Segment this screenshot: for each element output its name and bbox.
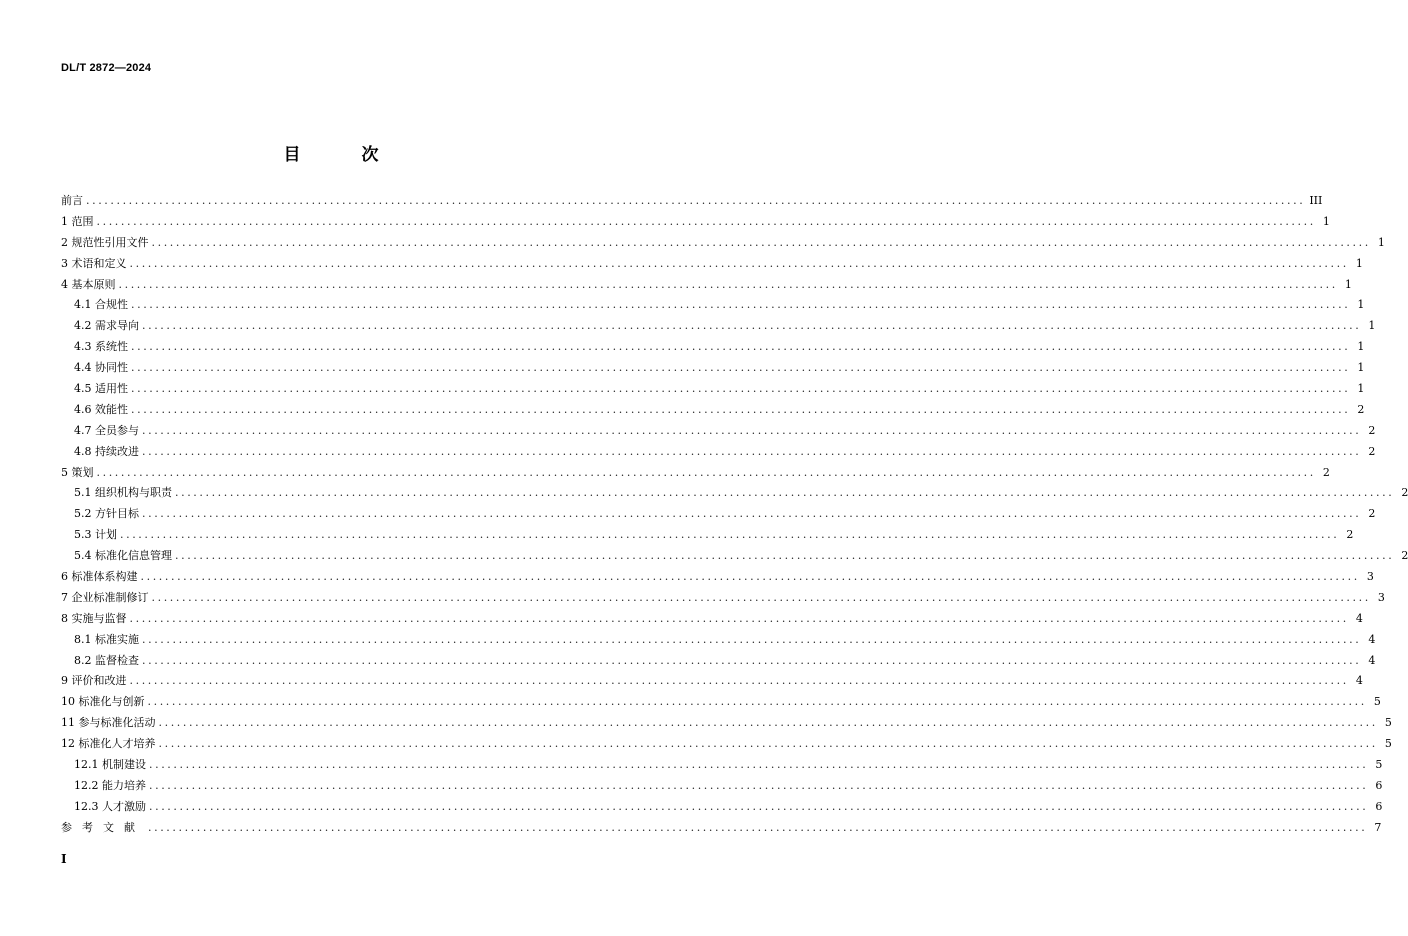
toc-leader-dots: ........................................................................................................................................................................................................ <box>149 778 1369 792</box>
toc-entry-label: 12.2 能力培养 <box>74 778 146 792</box>
toc-entry-label: 1 范围 <box>61 214 94 228</box>
document-code: DL/T 2872—2024 <box>61 62 152 74</box>
toc-leader-dots: ........................................................................................................................................................................................................ <box>175 486 1395 500</box>
toc-leader-dots: ........................................................................................................................................................................................................ <box>131 402 1351 416</box>
toc-leader-dots: ........................................................................................................................................................................................................ <box>151 590 1371 604</box>
toc-leader-dots: ........................................................................................................................................................................................................ <box>120 528 1340 542</box>
toc-entry-label: 3 术语和定义 <box>61 256 127 270</box>
toc-entry[interactable] <box>61 504 1376 525</box>
toc-entry-page: 1 <box>1377 235 1385 249</box>
toc-entry-label: 5 策划 <box>61 465 94 479</box>
toc-entry[interactable] <box>61 233 1385 254</box>
toc-entry-label: 前言 <box>61 194 83 207</box>
toc-entry[interactable] <box>61 525 1354 546</box>
toc-entry-label: 9 评价和改进 <box>61 674 127 688</box>
toc-entry-page: 2 <box>1401 486 1408 500</box>
toc-entry-page: 6 <box>1375 778 1383 792</box>
toc-leader-dots: ........................................................................................................................................................................................................ <box>131 361 1351 375</box>
toc-entry-page: 6 <box>1375 799 1383 813</box>
toc-entry-label: 4.2 需求导向 <box>74 319 139 333</box>
toc-entry[interactable] <box>61 212 1330 233</box>
toc-leader-dots: ........................................................................................................................................................................................................ <box>129 674 1349 688</box>
toc-entry[interactable] <box>61 483 1408 504</box>
toc-entry[interactable] <box>61 191 1323 212</box>
toc-entry-label: 8.1 标准实施 <box>74 632 139 646</box>
toc-entry-page: 5 <box>1375 758 1383 772</box>
toc-entry-page: 1 <box>1357 361 1365 375</box>
toc-entry-label: 5.4 标准化信息管理 <box>74 549 172 563</box>
toc-entry-page: 2 <box>1401 549 1408 563</box>
toc-leader-dots: ........................................................................................................................................................................................................ <box>149 799 1369 813</box>
toc-entry-label: 5.3 计划 <box>74 528 117 542</box>
toc-leader-dots: ........................................................................................................................................................................................................ <box>148 820 1368 834</box>
toc-entry-label: 12 标准化人才培养 <box>61 737 156 751</box>
toc-leader-dots: ........................................................................................................................................................................................................ <box>142 632 1362 646</box>
toc-entry-label: 4.1 合规性 <box>74 298 128 312</box>
toc-entry-label: 8 实施与监督 <box>61 611 127 625</box>
toc-entry-page: 4 <box>1368 653 1376 667</box>
toc-entry-page: 1 <box>1322 214 1330 228</box>
toc-entry[interactable] <box>61 588 1385 609</box>
toc-leader-dots: ........................................................................................................................................................................................................ <box>131 340 1351 354</box>
toc-entry-page: 1 <box>1357 340 1365 354</box>
toc-entry-page: 4 <box>1355 611 1363 625</box>
toc-leader-dots: ........................................................................................................................................................................................................ <box>142 444 1362 458</box>
toc-leader-dots: ........................................................................................................................................................................................................ <box>142 319 1362 333</box>
toc-leader-dots: ........................................................................................................................................................................................................ <box>149 758 1369 772</box>
toc-leader-dots: ........................................................................................................................................................................................................ <box>175 549 1395 563</box>
toc-entry[interactable] <box>61 546 1408 567</box>
toc-entry[interactable] <box>61 630 1376 651</box>
toc-leader-dots: ........................................................................................................................................................................................................ <box>131 298 1351 312</box>
toc-leader-dots: ........................................................................................................................................................................................................ <box>142 653 1362 667</box>
toc-entry-page: 3 <box>1377 590 1385 604</box>
toc-entry-label: 4 基本原则 <box>61 277 116 291</box>
toc-entry-page: 4 <box>1355 674 1363 688</box>
toc-entry[interactable] <box>61 442 1376 463</box>
toc-entry-page: 5 <box>1373 695 1381 709</box>
toc-entry-page: 3 <box>1366 570 1374 584</box>
toc-leader-dots: ........................................................................................................................................................................................................ <box>147 695 1367 709</box>
toc-entry[interactable] <box>61 316 1376 337</box>
toc-entry[interactable] <box>61 379 1365 400</box>
toc-entry-label: 4.5 适用性 <box>74 382 128 396</box>
toc-entry[interactable] <box>61 776 1383 797</box>
toc-entry-label: 5.1 组织机构与职责 <box>74 486 172 500</box>
toc-entry-page: 2 <box>1368 444 1376 458</box>
toc-entry[interactable] <box>61 254 1363 275</box>
toc-entry[interactable] <box>61 671 1363 692</box>
toc-leader-dots: ........................................................................................................................................................................................................ <box>118 277 1338 291</box>
toc-leader-dots: ........................................................................................................................................................................................................ <box>96 214 1316 228</box>
toc-entry-page: 2 <box>1368 423 1376 437</box>
toc-leader-dots: ........................................................................................................................................................................................................ <box>140 570 1360 584</box>
toc-entry[interactable] <box>61 463 1330 484</box>
toc-entry-label: 4.7 全员参与 <box>74 423 139 437</box>
toc-entry-label: 参考文献 <box>61 820 145 834</box>
toc-leader-dots: ........................................................................................................................................................................................................ <box>142 423 1362 437</box>
toc-leader-dots: ........................................................................................................................................................................................................ <box>129 611 1349 625</box>
toc-entry-label: 7 企业标准制修订 <box>61 590 149 604</box>
toc-entry[interactable] <box>61 734 1392 755</box>
toc-entry[interactable] <box>61 567 1374 588</box>
toc-entry[interactable] <box>61 275 1352 296</box>
toc-leader-dots: ........................................................................................................................................................................................................ <box>86 194 1306 207</box>
toc-entry[interactable] <box>61 797 1383 818</box>
toc-entry[interactable] <box>61 295 1365 316</box>
toc-leader-dots: ........................................................................................................................................................................................................ <box>131 382 1351 396</box>
toc-entry-page: 2 <box>1368 507 1376 521</box>
toc-entry-label: 6 标准体系构建 <box>61 570 138 584</box>
toc-leader-dots: ........................................................................................................................................................................................................ <box>158 737 1378 751</box>
toc-entry[interactable] <box>61 818 1382 839</box>
toc-title: 目 次 <box>283 145 401 165</box>
toc-entry-page: 1 <box>1355 256 1363 270</box>
toc-entry-page: III <box>1309 194 1323 207</box>
toc-leader-dots: ........................................................................................................................................................................................................ <box>158 716 1378 730</box>
toc-entry-label: 11 参与标准化活动 <box>61 716 156 730</box>
toc-entry-page: 2 <box>1322 465 1330 479</box>
toc-entry-page: 5 <box>1384 737 1392 751</box>
toc-entry-page: 2 <box>1357 402 1365 416</box>
toc-entry-label: 8.2 监督检查 <box>74 653 139 667</box>
toc-entry[interactable] <box>61 400 1365 421</box>
toc-entry-page: 1 <box>1344 277 1352 291</box>
toc-entry-label: 12.3 人才激励 <box>74 799 146 813</box>
toc-entry-label: 10 标准化与创新 <box>61 695 145 709</box>
toc-entry-page: 1 <box>1368 319 1376 333</box>
toc-entry-page: 2 <box>1346 528 1354 542</box>
toc-entry-label: 4.3 系统性 <box>74 340 128 354</box>
toc-entry-page: 1 <box>1357 382 1365 396</box>
toc-leader-dots: ........................................................................................................................................................................................................ <box>129 256 1349 270</box>
toc-entry-label: 5.2 方针目标 <box>74 507 139 521</box>
toc-entry-label: 4.8 持续改进 <box>74 444 139 458</box>
toc-entry-label: 2 规范性引用文件 <box>61 235 149 249</box>
toc-leader-dots: ........................................................................................................................................................................................................ <box>142 507 1362 521</box>
toc-entry[interactable] <box>61 755 1383 776</box>
toc-entry-page: 1 <box>1357 298 1365 312</box>
toc-leader-dots: ........................................................................................................................................................................................................ <box>151 235 1371 249</box>
toc-entry-page: 7 <box>1374 820 1382 834</box>
page-number: I <box>61 852 67 866</box>
toc-entry[interactable] <box>61 609 1363 630</box>
toc-entry[interactable] <box>61 692 1381 713</box>
toc-entry-label: 12.1 机制建设 <box>74 758 146 772</box>
toc-entry[interactable] <box>61 713 1392 734</box>
toc-entry[interactable] <box>61 421 1376 442</box>
table-of-contents <box>61 191 1408 839</box>
toc-entry-page: 5 <box>1384 716 1392 730</box>
toc-entry-page: 4 <box>1368 632 1376 646</box>
toc-entry[interactable] <box>61 358 1365 379</box>
toc-entry[interactable] <box>61 337 1365 358</box>
toc-entry[interactable] <box>61 651 1376 672</box>
toc-entry-label: 4.4 协同性 <box>74 361 128 375</box>
toc-leader-dots: ........................................................................................................................................................................................................ <box>96 465 1316 479</box>
toc-entry-label: 4.6 效能性 <box>74 402 128 416</box>
